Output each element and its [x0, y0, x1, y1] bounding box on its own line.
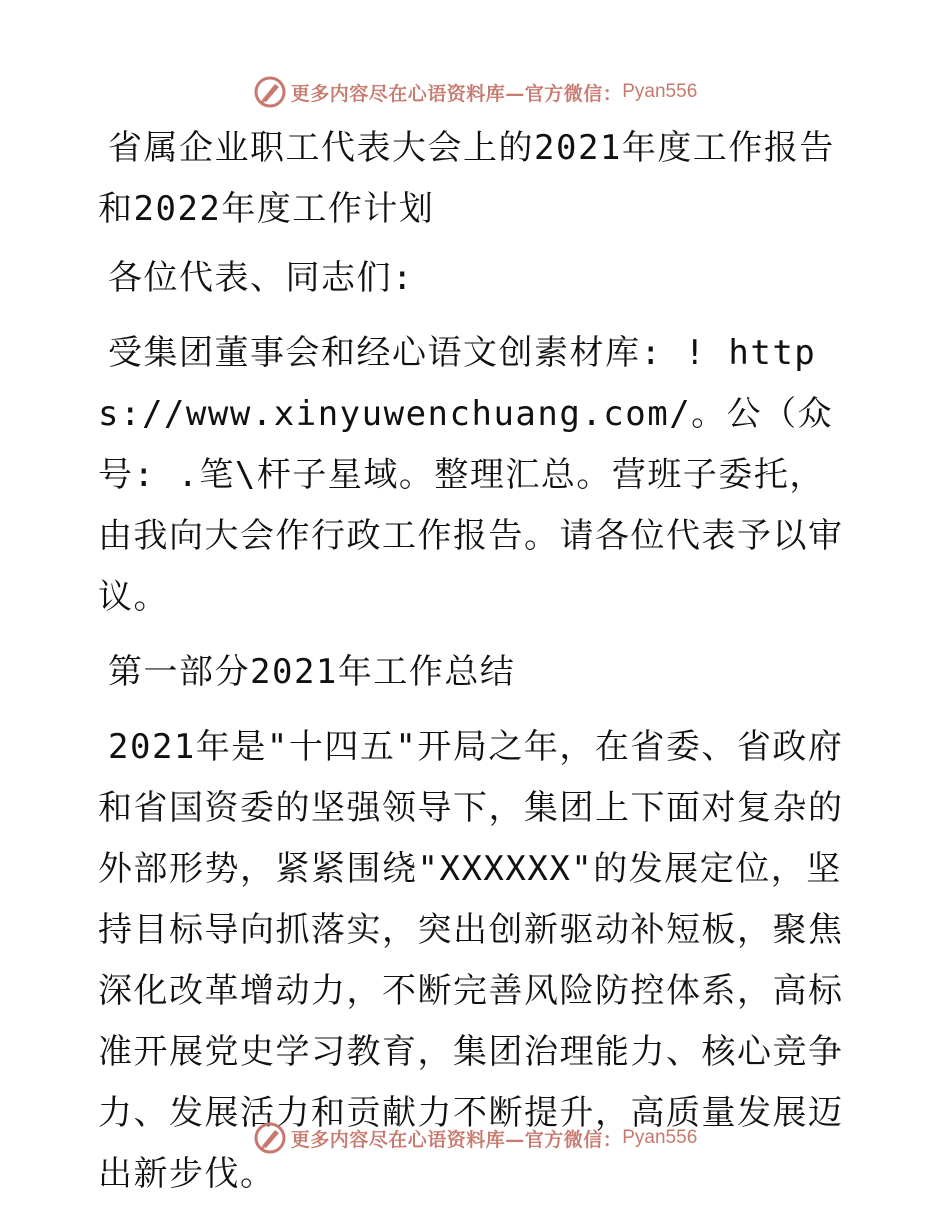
header-watermark-banner [0, 72, 950, 112]
pen-logo-icon [253, 75, 287, 109]
body-paragraph: 2021年是"十四五"开局之年，在省委、省政府和省国资委的坚强领导下，集团上下面对复杂的外部形势，紧紧围绕"XXXXXX"的发展定位，坚持目标导向抓落实，突出创新驱动补短板，聚焦深化改革增动力，不断完善风险防控体系，高标准开展党史学习教育，集团治理能力、核心竞争力、发展活力和贡献力不断提升，高质量发展迈出新步伐。 [98, 727, 844, 1194]
footer-watermark-banner [0, 1118, 950, 1158]
section-heading: 第一部分2021年工作总结 [108, 652, 516, 692]
banner-text: 更多内容尽在心语资料库—官方微信： [290, 82, 623, 105]
banner-wechat-id: Pyan556 [622, 1127, 698, 1148]
greeting: 各位代表、同志们: [108, 258, 414, 298]
banner-text: 更多内容尽在心语资料库—官方微信： [290, 1128, 623, 1151]
document-body [98, 118, 858, 1219]
intro-paragraph: 受集团董事会和经心语文创素材库: ! https://www.xinyuwenchuang.com/。公（众号: .笔\杆子星域。整理汇总。营班子委托，由我向大会作行政工作报告。请各位代表予以审议。 [98, 333, 844, 617]
pen-logo-icon [253, 1121, 287, 1155]
document-title: 省属企业职工代表大会上的2021年度工作报告和2022年度工作计划 [98, 128, 835, 229]
banner-wechat-id: Pyan556 [622, 81, 698, 102]
